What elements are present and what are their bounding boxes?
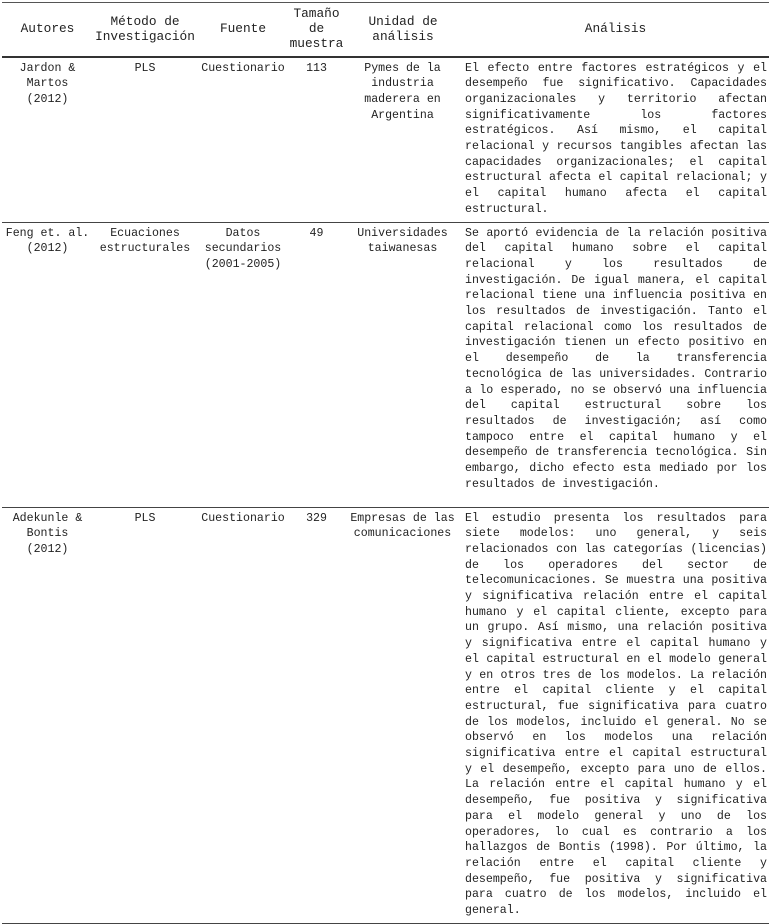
cell-method: Ecuaciones estructurales — [99, 226, 191, 256]
cell-authors: Adekunle & Bontis (2012) — [12, 511, 83, 556]
cell-unit: Universidades taiwanesas — [357, 226, 448, 256]
table-row — [2, 507, 769, 923]
table-row — [2, 57, 769, 223]
cell-analysis: Se aportó evidencia de la relación positiva del capital humano sobre el capital relacional y los resultados de investigación. De igual manera, el capital relacional tiene una influencia positiva en los resultados de investigación. Tanto el capital relacional como los resultados de investigación tienen un efecto positivo en el desempeño de la transferencia tecnológica de las universidades. Contrario a lo esperado, no se observó una influencia del capital estructural sobre los resultados de investigación; así como tampoco entre el capital humano y el desempeño de transferencia tecnológica. Sin embargo, dicho efecto esta mediado por los resultados de investigación. — [465, 226, 767, 491]
header-analysis: Análisis — [584, 21, 647, 37]
literature-review-table — [2, 2, 769, 924]
header-source: Fuente — [219, 21, 267, 37]
header-unit: Unidad de análisis — [368, 13, 438, 44]
cell-analysis: El efecto entre factores estratégicos y el desempeño fue significativo. Capacidades organizacionales y territorio afectan significativamente los factores estratégicos. Así mismo, el capital relacional y recursos tangibles afectan las capacidades organizacionales; el capital estructural afecta el capital relacional; y el capital humano afecta el capital estructural. — [465, 61, 767, 216]
cell-sample: 113 — [306, 61, 327, 75]
table-row — [2, 222, 769, 507]
cell-sample: 329 — [306, 511, 327, 525]
cell-unit: Pymes de la industria maderera en Argentina — [364, 61, 441, 122]
table-header — [2, 3, 769, 57]
header-method: Método de Investigación — [95, 13, 195, 44]
cell-source: Cuestionario — [201, 511, 285, 525]
cell-authors: Feng et. al. (2012) — [5, 226, 90, 256]
cell-unit: Empresas de las comunicaciones — [350, 511, 455, 541]
cell-analysis: El estudio presenta los resultados para siete modelos: uno general, y seis relacionados con las categorías (licencias) de los operadores del sector de telecomunicaciones. Se muestra una positiva y significativa relación entre el capital humano y el capital cliente, excepto para un grupo. Así mismo, una relación positiva y significativa entre el capital humano y el capital estructural en el modelo general y en otros tres de los modelos. La relación entre el capital cliente y el capital estructural, fue significativa para cuatro de los modelos, incluido el general. No se observó en los modelos una relación significativa entre el capital estructural y el desempeño, excepto para uno de ellos. La relación entre el capital humano y el desempeño, fue positiva y significativa para el modelo general y uno de los operadores, lo cual es contrario a los hallazgos de Bontis (1998). Por último, la relación entre el capital cliente y desempeño, fue positiva y significativa para cuatro de los modelos, incluido el general. — [465, 511, 767, 918]
cell-method: PLS — [134, 61, 156, 75]
cell-source: Cuestionario — [201, 61, 285, 75]
cell-authors: Jardon & Martos (2012) — [19, 61, 76, 106]
table-body — [2, 57, 769, 924]
header-authors: Autores — [20, 21, 75, 37]
cell-method: PLS — [134, 511, 156, 525]
cell-source: Datos secundarios (2001-2005) — [204, 226, 282, 271]
header-sample: Tamaño de muestra — [289, 6, 344, 52]
cell-sample: 49 — [309, 226, 324, 240]
literature-review-table-container — [2, 2, 769, 924]
